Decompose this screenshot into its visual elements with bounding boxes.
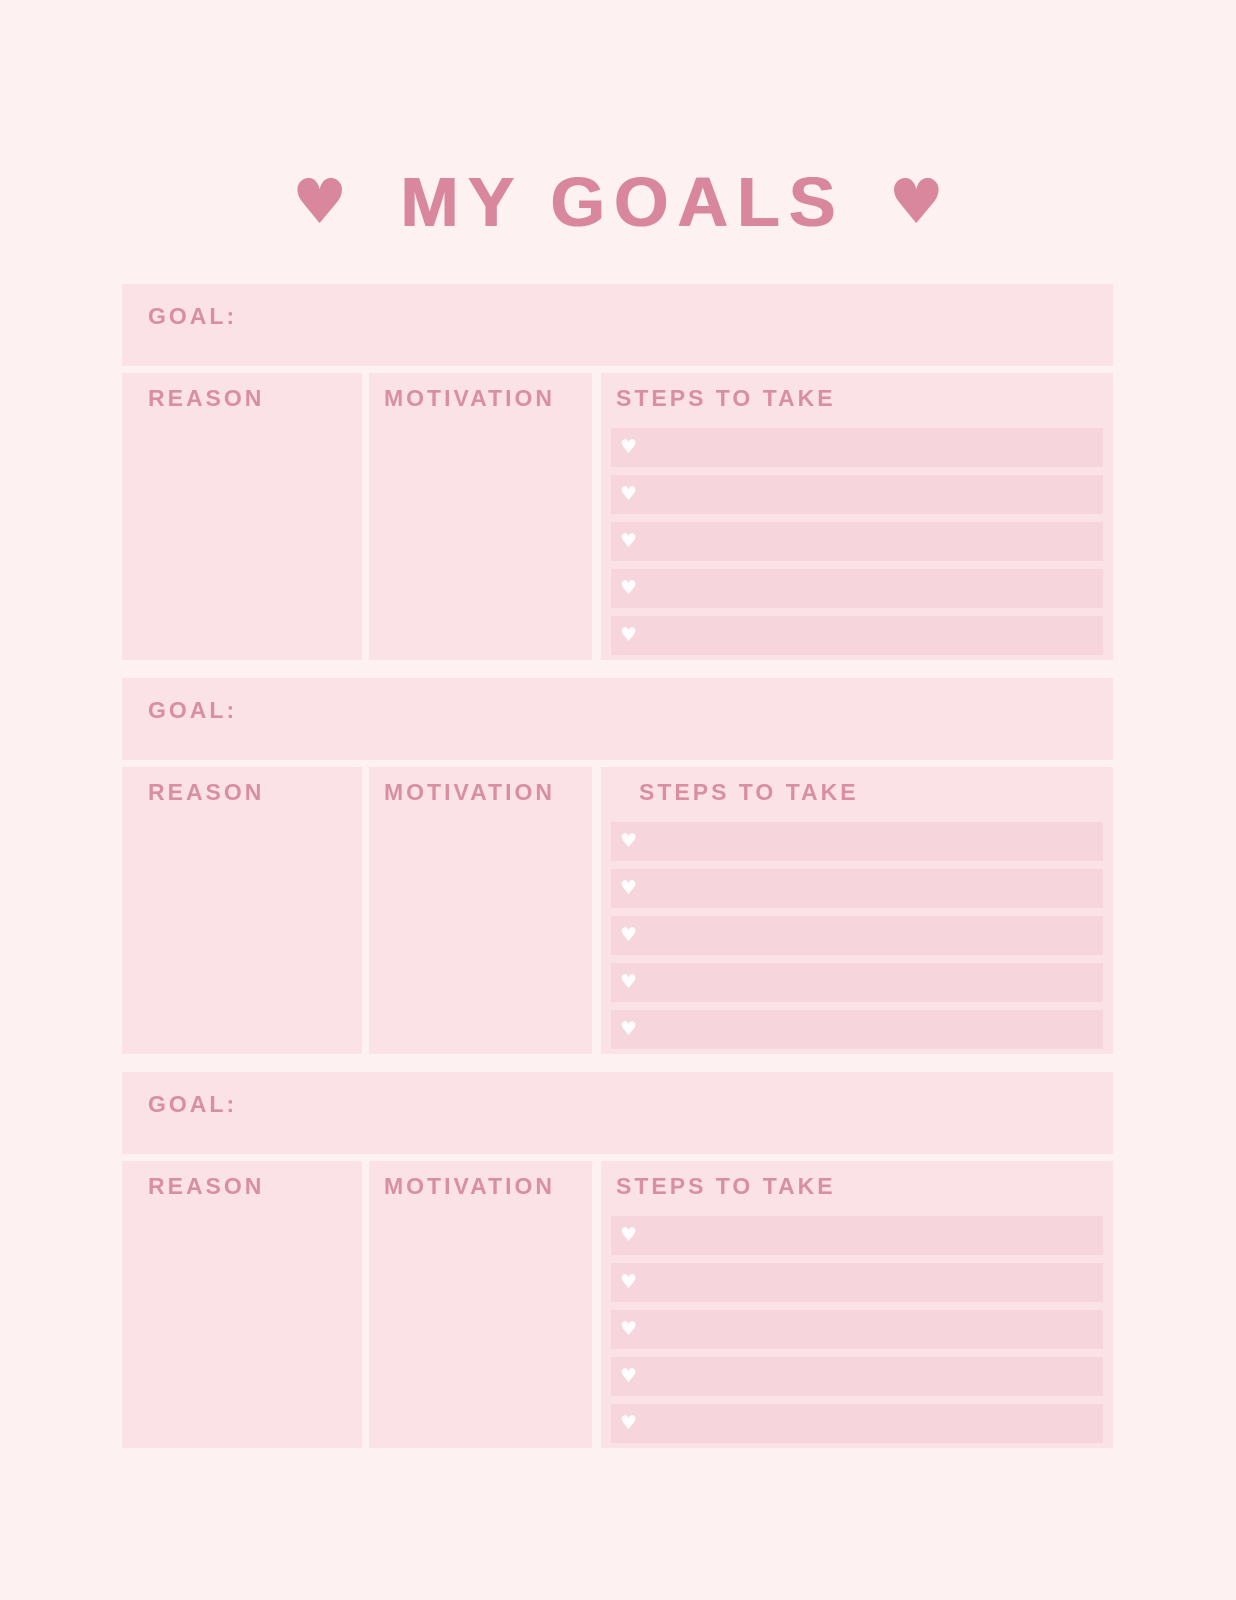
heart-bullet-icon: ♥	[620, 436, 638, 458]
goal-bar	[122, 284, 1113, 366]
motivation-input-area[interactable]	[384, 1198, 580, 1438]
step-input-area[interactable]	[637, 1263, 1103, 1302]
heart-bullet-icon: ♥	[620, 1271, 638, 1293]
heart-bullet-icon: ♥	[620, 483, 638, 505]
goal-section-1	[122, 284, 1113, 660]
goal-bar	[122, 678, 1113, 760]
step-row[interactable]	[611, 1310, 1103, 1349]
step-row[interactable]	[611, 428, 1103, 467]
step-row[interactable]	[611, 616, 1103, 655]
reason-heading: REASON	[148, 1173, 265, 1199]
motivation-heading: MOTIVATION	[384, 779, 555, 805]
goal-section-2	[122, 678, 1113, 1054]
motivation-box	[369, 1161, 592, 1448]
step-input-area[interactable]	[637, 522, 1103, 561]
heart-left-icon: ♥	[291, 165, 348, 238]
step-input-area[interactable]	[637, 822, 1103, 861]
goal-bar	[122, 1072, 1113, 1154]
steps-heading: STEPS TO TAKE	[639, 779, 859, 805]
reason-box	[122, 1161, 362, 1448]
reason-input-area[interactable]	[148, 410, 350, 650]
page-title: MY GOALS	[400, 163, 845, 241]
heart-bullet-icon: ♥	[620, 577, 638, 599]
goal-input-area[interactable]	[259, 304, 1093, 366]
steps-box	[601, 767, 1113, 1054]
step-input-area[interactable]	[637, 569, 1103, 608]
reason-input-area[interactable]	[148, 1198, 350, 1438]
goal-input-area[interactable]	[259, 1092, 1093, 1154]
heart-bullet-icon: ♥	[620, 1224, 638, 1246]
step-row[interactable]	[611, 1263, 1103, 1302]
step-row[interactable]	[611, 569, 1103, 608]
reason-input-area[interactable]	[148, 804, 350, 1044]
step-input-area[interactable]	[637, 1010, 1103, 1049]
reason-heading: REASON	[148, 779, 265, 805]
goal-input-area[interactable]	[259, 698, 1093, 760]
steps-heading: STEPS TO TAKE	[616, 1173, 836, 1199]
title-row	[0, 150, 1236, 254]
heart-bullet-icon: ♥	[620, 530, 638, 552]
step-row[interactable]	[611, 1216, 1103, 1255]
step-input-area[interactable]	[637, 963, 1103, 1002]
step-input-area[interactable]	[637, 616, 1103, 655]
heart-right-icon: ♥	[888, 165, 945, 238]
step-row[interactable]	[611, 522, 1103, 561]
step-input-area[interactable]	[637, 1357, 1103, 1396]
reason-heading: REASON	[148, 385, 265, 411]
heart-bullet-icon: ♥	[620, 624, 638, 646]
heart-bullet-icon: ♥	[620, 1318, 638, 1340]
heart-bullet-icon: ♥	[620, 971, 638, 993]
planner-content	[122, 284, 1113, 1466]
heart-bullet-icon: ♥	[620, 1018, 638, 1040]
step-input-area[interactable]	[637, 1216, 1103, 1255]
step-input-area[interactable]	[637, 1310, 1103, 1349]
step-row[interactable]	[611, 916, 1103, 955]
step-row[interactable]	[611, 869, 1103, 908]
section-columns	[122, 373, 1113, 660]
motivation-heading: MOTIVATION	[384, 385, 555, 411]
goal-label: GOAL:	[148, 303, 238, 329]
goal-section-3	[122, 1072, 1113, 1448]
step-input-area[interactable]	[637, 428, 1103, 467]
goal-label: GOAL:	[148, 697, 238, 723]
step-input-area[interactable]	[637, 1404, 1103, 1443]
steps-box	[601, 373, 1113, 660]
heart-bullet-icon: ♥	[620, 1365, 638, 1387]
step-input-area[interactable]	[637, 916, 1103, 955]
step-row[interactable]	[611, 963, 1103, 1002]
heart-bullet-icon: ♥	[620, 1412, 638, 1434]
step-row[interactable]	[611, 1357, 1103, 1396]
section-columns	[122, 1161, 1113, 1448]
step-row[interactable]	[611, 1010, 1103, 1049]
step-row[interactable]	[611, 475, 1103, 514]
motivation-box	[369, 373, 592, 660]
heart-bullet-icon: ♥	[620, 830, 638, 852]
motivation-input-area[interactable]	[384, 804, 580, 1044]
step-input-area[interactable]	[637, 869, 1103, 908]
motivation-box	[369, 767, 592, 1054]
motivation-input-area[interactable]	[384, 410, 580, 650]
heart-bullet-icon: ♥	[620, 924, 638, 946]
step-input-area[interactable]	[637, 475, 1103, 514]
motivation-heading: MOTIVATION	[384, 1173, 555, 1199]
steps-box	[601, 1161, 1113, 1448]
reason-box	[122, 373, 362, 660]
reason-box	[122, 767, 362, 1054]
step-row[interactable]	[611, 822, 1103, 861]
section-columns	[122, 767, 1113, 1054]
heart-bullet-icon: ♥	[620, 877, 638, 899]
steps-heading: STEPS TO TAKE	[616, 385, 836, 411]
goal-label: GOAL:	[148, 1091, 238, 1117]
step-row[interactable]	[611, 1404, 1103, 1443]
